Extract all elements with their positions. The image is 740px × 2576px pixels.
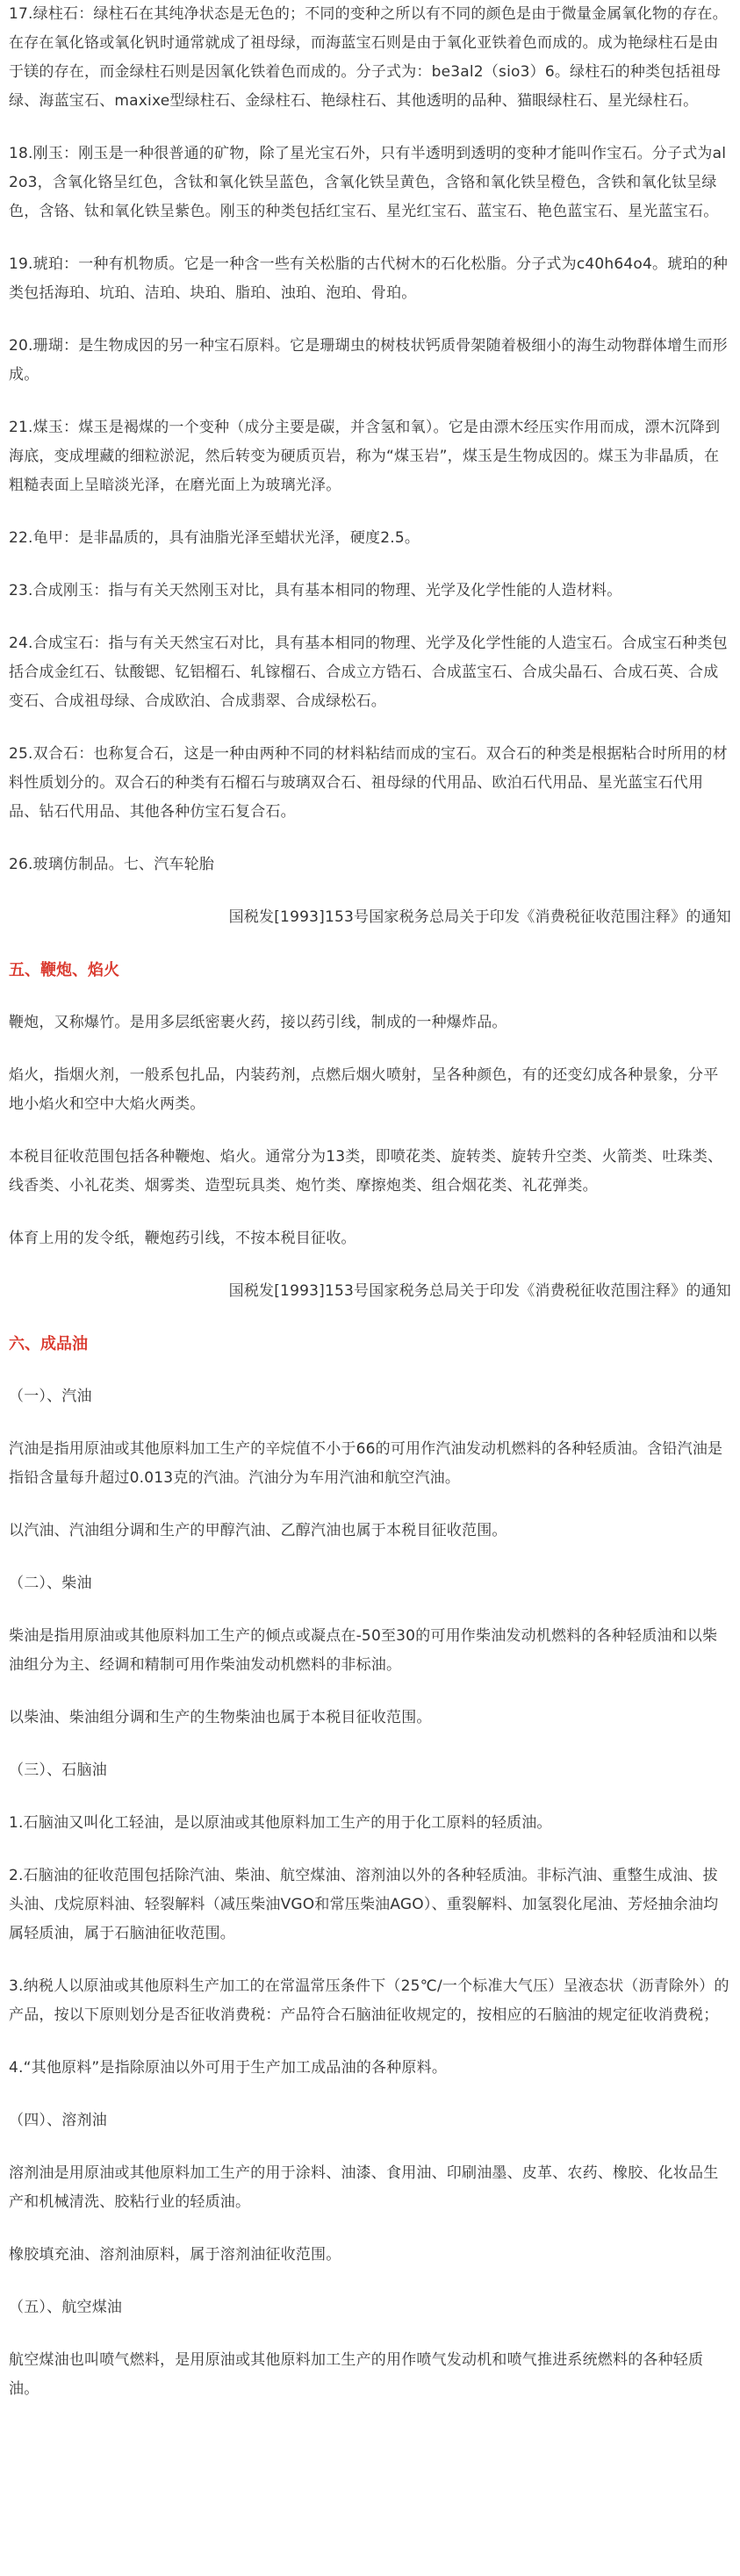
source-citation: 国税发[1993]153号国家税务总局关于印发《消费税征收范围注释》的通知 <box>228 908 731 926</box>
subheading-gasoline: （一）、汽油 <box>9 1388 92 1405</box>
paragraph-synthetic-gems: 24.合成宝石：指与有关天然宝石对比，具有基本相同的物理、光学及化学性能的人造宝石。合成宝石种类包括合成金红石、钛酸锶、钇铝榴石、轧镓榴石、合成立方锆石、合成蓝宝石、合成尖晶石、合成石英、合成变石、合成祖母绿、合成欧泊、合成翡翠、合成绿松石。 <box>9 635 728 710</box>
paragraph-diesel-scope: 以柴油、柴油组分调和生产的生物柴油也属于本税目征收范围。 <box>9 1709 432 1726</box>
paragraph-naphtha-2: 2.石脑油的征收范围包括除汽油、柴油、航空煤油、溶剂油以外的各种轻质油。非标汽油、重整生成油、拔头油、戊烷原料油、轻裂解料（减压柴油VGO和常压柴油AGO）、重裂解料、加氢裂化尾油、芳烃抽余油均属轻质油，属于石脑油征收范围。 <box>9 1867 719 1942</box>
section-heading-fireworks: 五、鞭炮、焰火 <box>9 961 119 979</box>
paragraph-naphtha-4: 4.“其他原料”是指除原油以外可用于生产加工成品油的各种原料。 <box>9 2059 448 2077</box>
paragraph-fireworks: 焰火，指烟火剂，一般系包扎品，内装药剂，点燃后烟火喷射，呈各种颜色，有的还变幻成各种景象，分平地小焰火和空中大焰火两类。 <box>9 1066 719 1113</box>
source-citation: 国税发[1993]153号国家税务总局关于印发《消费税征收范围注释》的通知 <box>228 1282 731 1300</box>
paragraph-tortoiseshell: 22.龟甲：是非晶质的，具有油脂光泽至蜡状光泽，硬度2.5。 <box>9 529 420 547</box>
paragraph-fireworks-scope: 本税目征收范围包括各种鞭炮、焰火。通常分为13类，即喷花类、旋转类、旋转升空类、火箭类、吐珠类、线香类、小礼花类、烟雾类、造型玩具类、炮竹类、摩擦炮类、组合烟花类、礼花弹类。 <box>9 1148 723 1195</box>
paragraph-jet: 21.煤玉：煤玉是褐煤的一个变种（成分主要是碳，并含氢和氧）。它是由漂木经压实作用而成，漂木沉降到海底，变成埋藏的细粒淤泥，然后转变为硬质页岩，称为“煤玉岩”，煤玉是生物成因的。煤玉为非晶质，在粗糙表面上呈暗淡光泽，在磨光面上为玻璃光泽。 <box>9 419 721 494</box>
paragraph-corundum: 18.刚玉：刚玉是一种很普通的矿物，除了星光宝石外，只有半透明到透明的变种才能叫作宝石。分子式为al2o3，含氧化铬呈红色，含钛和氧化铁呈蓝色，含氧化铁呈黄色，含铬和氧化铁呈橙色，含铁和氧化钛呈绿色，含铬、钛和氧化铁呈紫色。刚玉的种类包括红宝石、星光红宝石、蓝宝石、艳色蓝宝石、星光蓝宝石。 <box>9 145 727 220</box>
paragraph-gasoline-scope: 以汽油、汽油组分调和生产的甲醇汽油、乙醇汽油也属于本税目征收范围。 <box>9 1522 507 1539</box>
paragraph-doublet: 25.双合石：也称复合石，这是一种由两种不同的材料粘结而成的宝石。双合石的种类是根据粘合时所用的材料性质划分的。双合石的种类有石榴石与玻璃双合石、祖母绿的代用品、欧泊石代用品、星光蓝宝石代用品、钻石代用品、其他各种仿宝石复合石。 <box>9 745 728 821</box>
paragraph-gasoline-definition: 汽油是指用原油或其他原料加工生产的辛烷值不小于66的可用作汽油发动机燃料的各种轻质油。含铅汽油是指铅含量每升超过0.013克的汽油。汽油分为车用汽油和航空汽油。 <box>9 1440 723 1487</box>
paragraph-naphtha-1: 1.石脑油又叫化工轻油，是以原油或其他原料加工生产的用于化工原料的轻质油。 <box>9 1814 552 1832</box>
paragraph-solvent-definition: 溶剂油是用原油或其他原料加工生产的用于涂料、油漆、食用油、印刷油墨、皮革、农药、橡胶、化妆品生产和机械清洗、胶粘行业的轻质油。 <box>9 2164 719 2211</box>
paragraph-fireworks-exclusion: 体育上用的发令纸，鞭炮药引线，不按本税目征收。 <box>9 1230 356 1247</box>
paragraph-diesel-definition: 柴油是指用原油或其他原料加工生产的倾点或凝点在-50至30的可用作柴油发动机燃料的各种轻质油和以柴油组分为主、经调和精制可用作柴油发动机燃料的非标油。 <box>9 1627 718 1674</box>
paragraph-naphtha-3: 3.纳税人以原油或其他原料生产加工的在常温常压条件下（25℃/一个标准大气压）呈液态状（沥青除外）的产品，按以下原则划分是否征收消费税：产品符合石脑油征收规定的，按相应的石脑油的规定征收消费税； <box>9 1977 729 2024</box>
paragraph-beryl: 17.绿柱石：绿柱石在其纯净状态是无色的；不同的变种之所以有不同的颜色是由于微量金属氧化物的存在。在存在氧化铬或氧化钒时通常就成了祖母绿，而海蓝宝石则是由于氧化亚铁着色而成的。成为艳绿柱石是由于镁的存在，而金绿柱石则是因氧化铁着色而成的。分子式为：be3al2（sio3）6。绿柱石的种类包括祖母绿、海蓝宝石、maxixe型绿柱石、金绿柱石、艳绿柱石、其他透明的品种、猫眼绿柱石、星光绿柱石。 <box>9 5 728 110</box>
paragraph-jet-fuel-definition: 航空煤油也叫喷气燃料，是用原油或其他原料加工生产的用作喷气发动机和喷气推进系统燃料的各种轻质油。 <box>9 2351 704 2398</box>
subheading-diesel: （二）、柴油 <box>9 1575 92 1592</box>
paragraph-amber: 19.琥珀：一种有机物质。它是一种含一些有关松脂的古代树木的石化松脂。分子式为c40h64o4。琥珀的种类包括海珀、坑珀、洁珀、块珀、脂珀、浊珀、泡珀、骨珀。 <box>9 255 729 302</box>
paragraph-coral: 20.珊瑚：是生物成因的另一种宝石原料。它是珊瑚虫的树枝状钙质骨架随着极细小的海生动物群体增生而形成。 <box>9 337 728 384</box>
subheading-jet-fuel: （五）、航空煤油 <box>9 2299 123 2316</box>
paragraph-synthetic-corundum: 23.合成刚玉：指与有关天然刚玉对比，具有基本相同的物理、光学及化学性能的人造材料。 <box>9 582 622 599</box>
paragraph-glass-imitation: 26.玻璃仿制品。七、汽车轮胎 <box>9 856 215 873</box>
section-heading-refined-oil: 六、成品油 <box>9 1335 88 1353</box>
subheading-naphtha: （三）、石脑油 <box>9 1762 107 1779</box>
paragraph-solvent-scope: 橡胶填充油、溶剂油原料，属于溶剂油征收范围。 <box>9 2246 341 2264</box>
subheading-solvent-oil: （四）、溶剂油 <box>9 2112 107 2129</box>
paragraph-firecracker: 鞭炮，又称爆竹。是用多层纸密裹火药，接以药引线，制成的一种爆炸品。 <box>9 1014 507 1031</box>
